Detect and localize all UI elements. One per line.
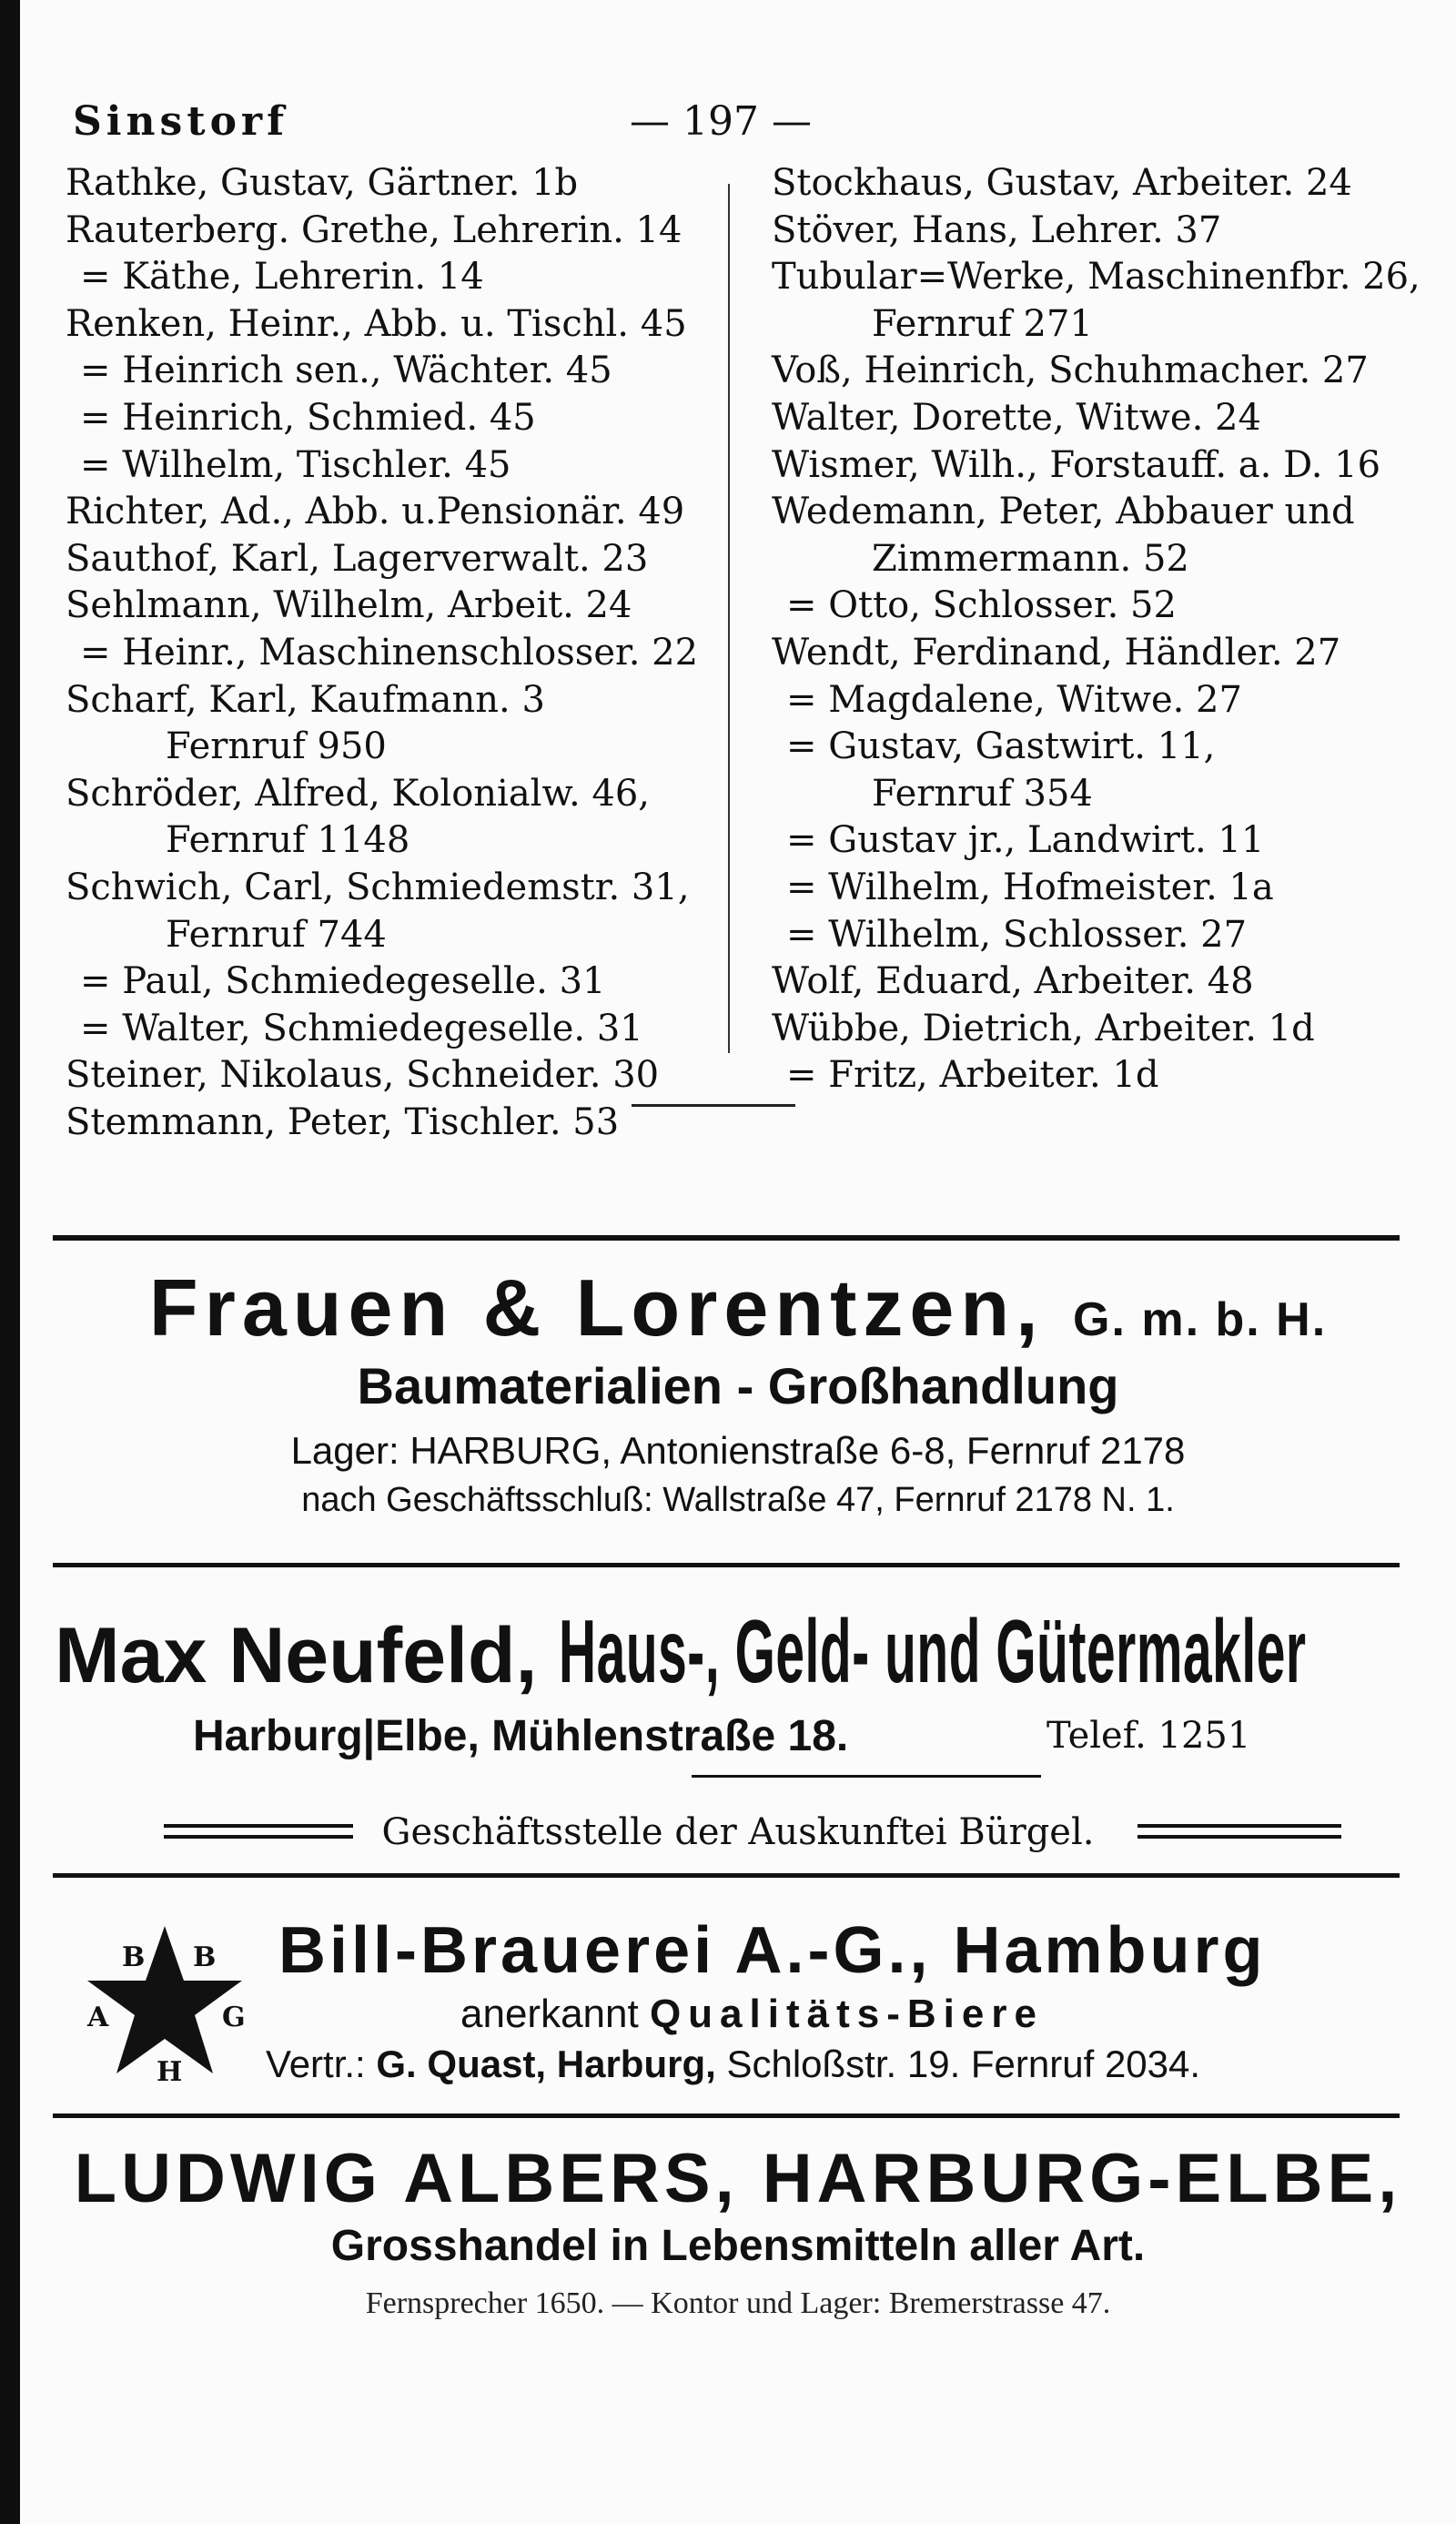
directory-entry: Fernruf 354 [872,772,1093,815]
directory-entry: = Wilhelm, Tischler. 45 [80,443,511,486]
section-end-rule [632,1104,795,1107]
ad-bill-representative-line [266,2043,1200,2086]
directory-entry: = Fritz, Arbeiter. 1d [786,1054,1159,1097]
star-shape [87,1926,242,2073]
left-column [66,160,703,1146]
ad-neufeld-office: Geschäftsstelle der Auskunftei Bürgel. [381,1811,1095,1853]
ad-frauen-firm: Frauen & Lorentzen, [148,1262,1045,1353]
directory-entry: Fernruf 744 [166,913,387,956]
directory-entry: Schröder, Alfred, Kolonialw. 46, [66,772,651,815]
ad-bill-recognized-line [460,1992,1044,2037]
logo-letter: A [87,2002,109,2033]
ad-frauen-line1: Lager: HARBURG, Antonienstraße 6-8, Fernruf 2178 [290,1429,1186,1472]
ad-neufeld-telephone: Telef. 1251 [1046,1715,1251,1757]
column-divider [728,184,730,1053]
directory-entry: = Wilhelm, Schlosser. 27 [786,913,1248,956]
logo-letter: B [193,1941,217,1973]
directory-entry: = Heinrich sen., Wächter. 45 [80,350,612,392]
page-header [73,98,1383,153]
ad-bill-name: Bill-Brauerei A.-G., Hamburg [278,1914,1267,1987]
directory-entry: Stöver, Hans, Lehrer. 37 [772,208,1222,251]
directory-entry: Scharf, Karl, Kaufmann. 3 [66,678,545,721]
directory-entry: Zimmermann. 52 [872,537,1189,580]
directory-entry: Stemmann, Peter, Tischler. 53 [66,1100,620,1143]
directory-entry: Wendt, Ferdinand, Händler. 27 [772,631,1341,674]
directory-entry: = Wilhelm, Hofmeister. 1a [786,866,1274,908]
directory-entry: Fernruf 271 [872,302,1093,345]
ad-bill-quality: Qualitäts-Biere [649,1992,1044,2036]
page-edge [0,0,20,2524]
logo-letter: H [157,2056,183,2088]
directory-entry: Renken, Heinr., Abb. u. Tischl. 45 [66,302,687,345]
directory-entry: Wismer, Wilh., Forstauff. a. D. 16 [772,443,1381,486]
ad-frauen-suffix: G. m. b. H. [1073,1293,1328,1346]
directory-entry: Richter, Ad., Abb. u.Pensionär. 49 [66,491,685,533]
logo-letter: G [222,2002,246,2033]
directory-entry: Wübbe, Dietrich, Arbeiter. 1d [772,1007,1315,1049]
ad-separator [53,1873,1400,1878]
ad-separator [53,1563,1400,1567]
directory-entry: Voß, Heinrich, Schuhmacher. 27 [772,350,1369,392]
ad-bill-vertreter: G. Quast, Harburg, [376,2043,716,2085]
logo-letter: B [122,1941,146,1973]
star-logo-icon [80,1919,249,2088]
page-number: — 197 — [630,98,812,145]
directory-entry: Sehlmann, Wilhelm, Arbeit. 24 [66,584,632,627]
ad-albers-name: LUDWIG ALBERS, HARBURG-ELBE, [74,2140,1402,2217]
ad-bill-address: Schloßstr. 19. Fernruf 2034. [726,2043,1201,2085]
directory-entry: Wolf, Eduard, Arbeiter. 48 [772,960,1254,1003]
short-rule [692,1775,1041,1778]
directory-entry: Rathke, Gustav, Gärtner. 1b [66,162,579,204]
ad-separator [53,2113,1400,2118]
directory-entry: = Otto, Schlosser. 52 [786,584,1177,627]
place-name: Sinstorf [73,98,289,145]
directory-page [20,0,1456,2524]
directory-entry: = Gustav jr., Landwirt. 11 [786,819,1265,862]
directory-entry: Walter, Dorette, Witwe. 24 [772,396,1261,439]
directory-entry: Wedemann, Peter, Abbauer und [772,491,1355,533]
ad-frauen-trade: Baumaterialien - Großhandlung [357,1357,1119,1414]
ad-neufeld-address: Harburg|Elbe, Mühlenstraße 18. [193,1712,849,1760]
directory-entry: = Gustav, Gastwirt. 11, [786,725,1216,768]
directory-entry: Stockhaus, Gustav, Arbeiter. 24 [772,162,1352,204]
right-column [772,160,1421,1100]
directory-entry: Schwich, Carl, Schmiedemstr. 31, [66,866,690,908]
directory-entry: Rauterberg. Grethe, Lehrerin. 14 [66,208,682,251]
directory-entry: = Magdalene, Witwe. 27 [786,678,1242,721]
directory-entry: = Heinrich, Schmied. 45 [80,396,536,439]
directory-entry: = Käthe, Lehrerin. 14 [80,256,484,299]
ad-frauen-name [20,1262,1456,1354]
ad-albers-subtitle: Grosshandel in Lebensmitteln aller Art. [330,2222,1146,2270]
ad-neufeld-heading [55,1600,1456,1703]
ad-bill-vertreter-label: Vertr.: [266,2043,366,2085]
ad-frauen-line2: nach Geschäftsschluß: Wallstraße 47, Fernruf 2178 N. 1. [301,1481,1175,1519]
directory-entry: = Walter, Schmiedegeselle. 31 [80,1007,643,1049]
directory-entry: Fernruf 950 [166,725,387,768]
ad-albers-footer: Fernsprecher 1650. — Kontor und Lager: Bremerstrasse 47. [365,2286,1111,2320]
ad-separator [53,1235,1400,1241]
ad-neufeld-role: Haus-, Geld- und Gütermakler [559,1601,1307,1701]
directory-entry: = Heinr., Maschinenschlosser. 22 [80,631,699,674]
ad-neufeld-name: Max Neufeld, [55,1612,538,1699]
directory-entry: Fernruf 1148 [166,819,410,862]
directory-entry: Steiner, Nikolaus, Schneider. 30 [66,1054,660,1097]
ad-bill-recognized: anerkannt [460,1992,639,2036]
directory-entry: Sauthof, Karl, Lagerverwalt. 23 [66,537,649,580]
directory-entry: Tubular=Werke, Maschinenfbr. 26, [772,256,1421,299]
directory-entry: = Paul, Schmiedegeselle. 31 [80,960,606,1003]
